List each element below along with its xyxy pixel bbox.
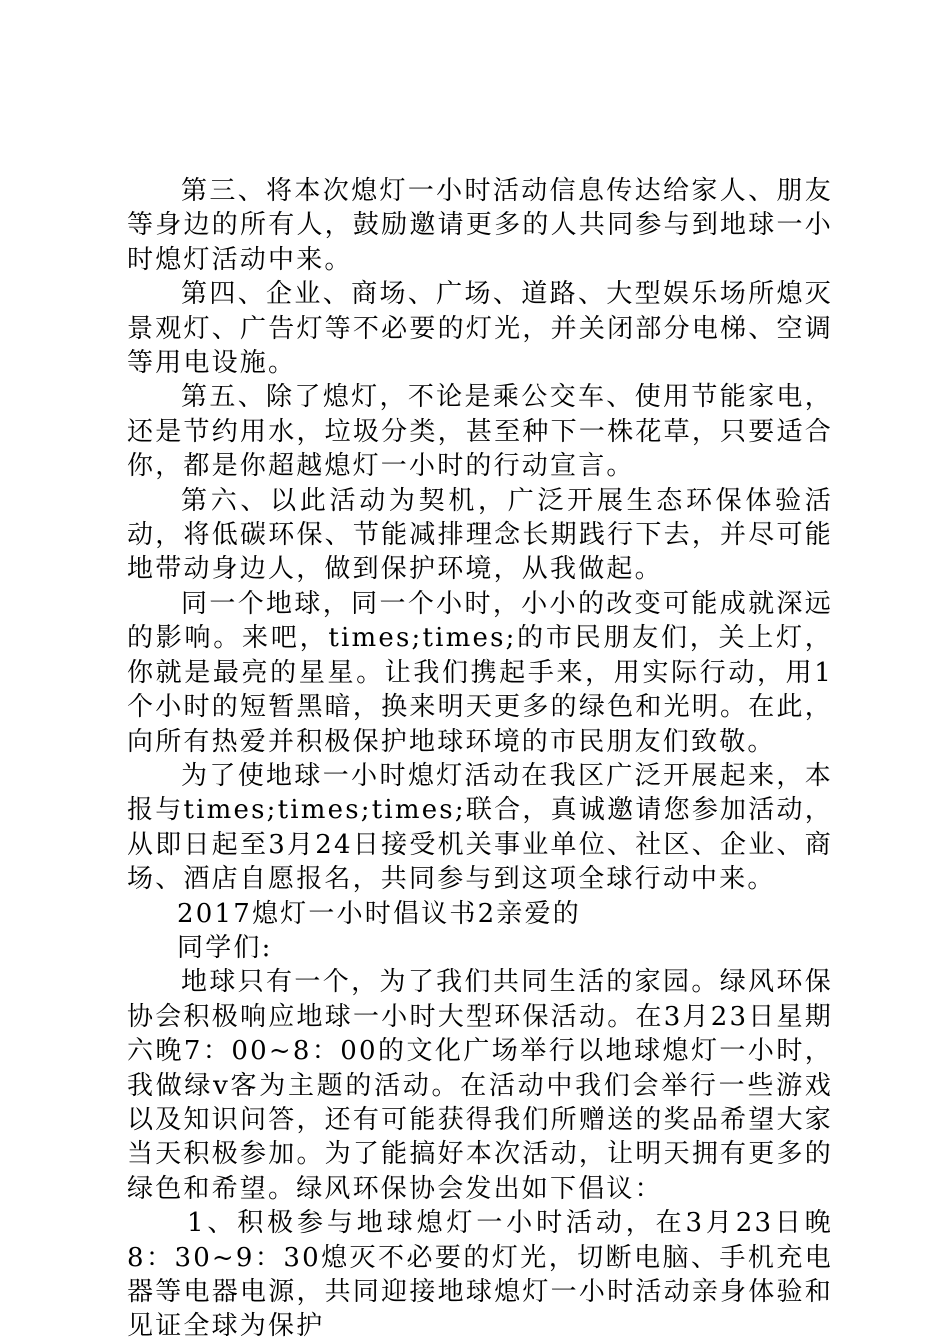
- paragraph-fourth: 第四、企业、商场、广场、道路、大型娱乐场所熄灭景观灯、广告灯等不必要的灯光，并关闭部分电梯、空调等用电设施。: [127, 279, 833, 379]
- paragraph-same-earth: 同一个地球，同一个小时，小小的改变可能成就深远的影响。来吧，times;times;的市民朋友们，关上灯，你就是最亮的星星。让我们携起手来，用实际行动，用1个小时的短暂黑暗，换来明天更多的绿色和光明。在此，向所有热爱并积极保护地球环境的市民朋友们致敬。: [127, 588, 833, 757]
- paragraph-invitation: 为了使地球一小时熄灯活动在我区广泛开展起来，本报与times;times;times;联合，真诚邀请您参加活动，从即日起至3月24日接受机关事业单位、社区、企业、商场、酒店自愿报名，共同参与到这项全球行动中来。: [127, 760, 833, 895]
- paragraph-only-one-earth: 地球只有一个，为了我们共同生活的家园。绿风环保协会积极响应地球一小时大型环保活动。在3月23日星期六晚7：00~8：00的文化广场举行以地球熄灯一小时，我做绿v客为主题的活动。在活动中我们会举行一些游戏以及知识问答，还有可能获得我们所赠送的奖品希望大家当天积极参加。为了能搞好本次活动，让明天拥有更多的绿色和希望。绿风环保协会发出如下倡议：: [127, 967, 833, 1204]
- paragraph-sixth: 第六、以此活动为契机，广泛开展生态环保体验活动，将低碳环保、节能减排理念长期践行下去，并尽可能地带动身边人，做到保护环境，从我做起。: [127, 485, 833, 585]
- document-body: [127, 174, 833, 1344]
- paragraph-third: 第三、将本次熄灯一小时活动信息传达给家人、朋友等身边的所有人，鼓励邀请更多的人共同参与到地球一小时熄灯活动中来。: [127, 176, 833, 275]
- paragraph-item-1: 1、积极参与地球熄灯一小时活动，在3月23日晚8：30~9：30熄灭不必要的灯光，切断电脑、手机充电器等电器电源，共同迎接地球熄灯一小时活动亲身体验和见证全球为保护: [127, 1208, 833, 1342]
- salutation: 同学们:: [177, 932, 273, 963]
- section-heading: 2017熄灯一小时倡议书2亲爱的: [177, 898, 581, 929]
- paragraph-fifth: 第五、除了熄灯，不论是乘公交车、使用节能家电，还是节约用水，垃圾分类，甚至种下一株花草，只要适合你，都是你超越熄灯一小时的行动宣言。: [127, 382, 833, 482]
